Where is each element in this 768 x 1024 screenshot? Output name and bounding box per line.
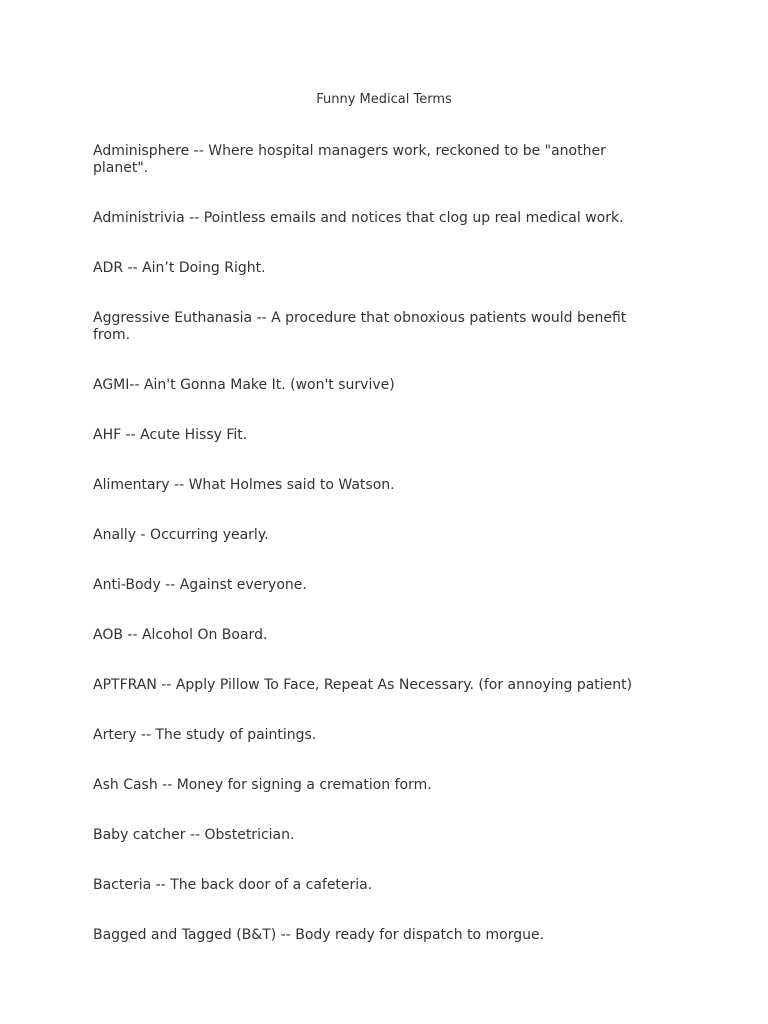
term-entry: Alimentary -- What Holmes said to Watson. [93, 477, 395, 493]
document-title: Funny Medical Terms [316, 92, 452, 107]
term-entry: Adminisphere -- Where hospital managers work, reckoned to be "another planet". [93, 143, 606, 176]
term-entry: AGMI-- Ain't Gonna Make It. (won't survive) [93, 377, 395, 393]
term-entry: APTFRAN -- Apply Pillow To Face, Repeat As Necessary. (for annoying patient) [93, 677, 633, 693]
terms-list [93, 143, 663, 977]
term-entry: AHF -- Acute Hissy Fit. [93, 427, 248, 443]
term-entry: Ash Cash -- Money for signing a cremation form. [93, 777, 432, 793]
term-entry: Anti-Body -- Against everyone. [93, 577, 307, 593]
term-entry: Administrivia -- Pointless emails and notices that clog up real medical work. [93, 210, 624, 226]
term-entry: AOB -- Alcohol On Board. [93, 627, 268, 643]
term-entry: Bacteria -- The back door of a cafeteria. [93, 877, 373, 893]
term-entry: ADR -- Ain’t Doing Right. [93, 260, 266, 276]
term-entry: Anally - Occurring yearly. [93, 527, 269, 543]
term-entry: Baby catcher -- Obstetrician. [93, 827, 295, 843]
term-entry: Bagged and Tagged (B&T) -- Body ready for dispatch to morgue. [93, 927, 545, 943]
term-entry: Artery -- The study of paintings. [93, 727, 317, 743]
term-entry: Aggressive Euthanasia -- A procedure that obnoxious patients would benefit from. [93, 310, 627, 343]
